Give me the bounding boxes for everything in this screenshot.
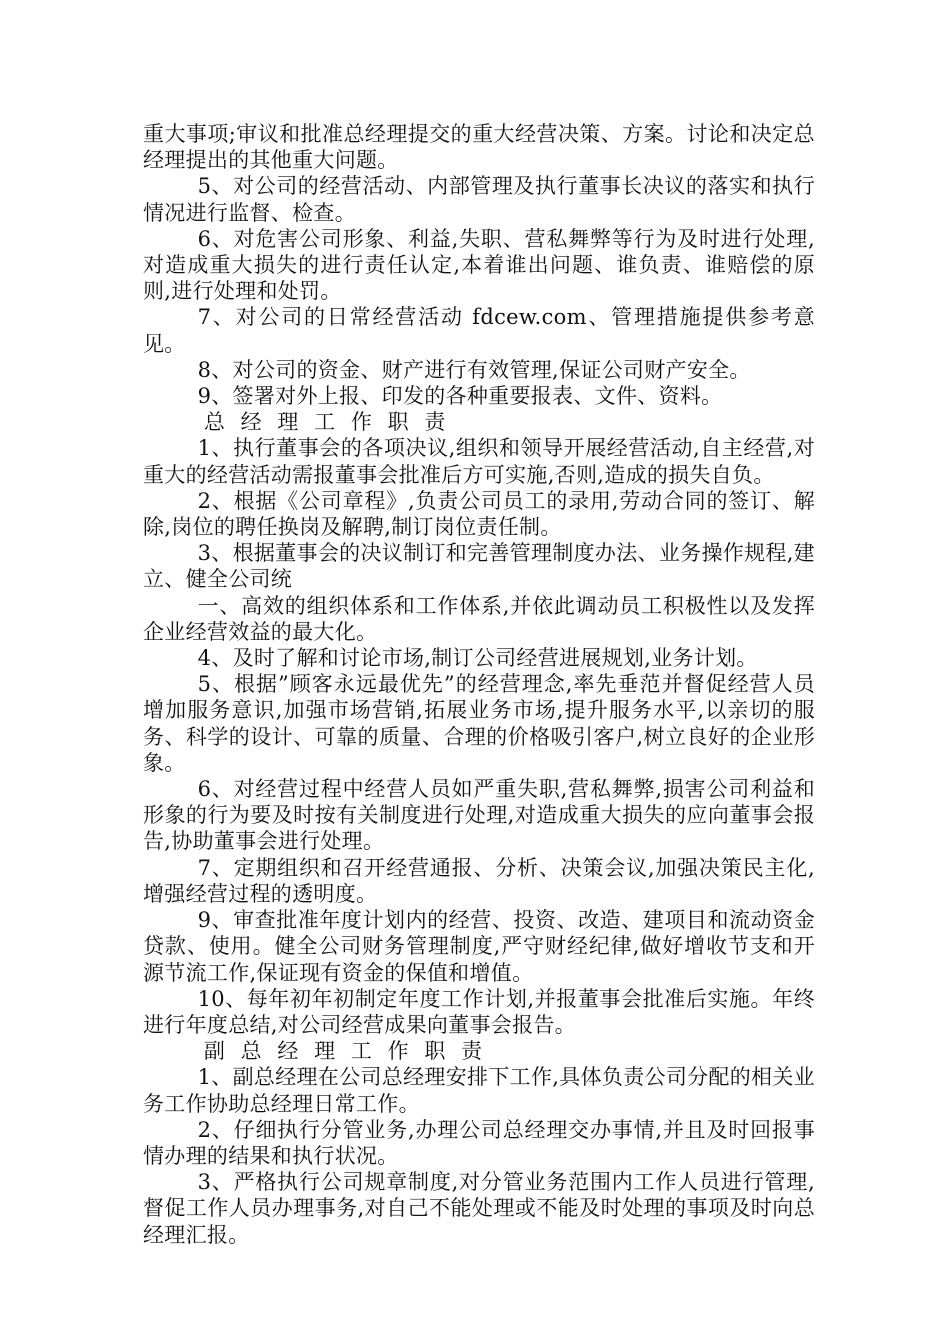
paragraph-gm-item-3-cont: 一、高效的组织体系和工作体系,并依此调动员工积极性以及发挥企业经营效益的最大化。 [143, 593, 815, 644]
paragraph-gm-item-5: 5、根据”顾客永远最优先”的经营理念,率先垂范并督促经营人员增加服务意识,加强市场营销,拓展业务市场,提升服务水平,以亲切的服务、科学的设计、可靠的质量、合理的价格吸引客户,树立良好的企业形象。 [143, 672, 815, 775]
paragraph-gm-item-4: 4、及时了解和讨论市场,制订公司经营进展规划,业务计划。 [197, 646, 758, 671]
paragraph-gm-item-3: 3、根据董事会的决议制订和完善管理制度办法、业务操作规程,建立、健全公司统 [143, 541, 815, 592]
paragraph-gm-item-6: 6、对经营过程中经营人员如严重失职,营私舞弊,损害公司利益和形象的行为要及时按有关制度进行处理,对造成重大损失的应向董事会报告,协助董事会进行处理。 [143, 777, 815, 854]
paragraph-dgm-item-2: 2、仔细执行分管业务,办理公司总经理交办事情,并且及时回报事情办理的结果和执行状况。 [143, 1117, 815, 1168]
paragraph-gm-item-1: 1、执行董事会的各项决议,组织和领导开展经营活动,自主经营,对重大的经营活动需报董事会批准后方可实施,否则,造成的损失自负。 [143, 436, 815, 487]
section-heading-general-manager: 总经理工作职责 [203, 410, 462, 435]
paragraph-item-8: 8、对公司的资金、财产进行有效管理,保证公司财产安全。 [197, 357, 751, 382]
paragraph-item-7: 7、对公司的日常经营活动 fdcew.com、管理措施提供参考意见。 [143, 305, 815, 356]
paragraph-item-9: 9、签署对外上报、印发的各种重要报表、文件、资料。 [197, 384, 723, 409]
paragraph-gm-item-2: 2、根据《公司章程》,负责公司员工的录用,劳动合同的签订、解除,岗位的聘任换岗及解聘,制订岗位责任制。 [143, 488, 815, 540]
paragraph-dgm-item-1: 1、副总经理在公司总经理安排下工作,具体负责公司分配的相关业务工作协助总经理日常工作。 [143, 1065, 815, 1116]
paragraph-item-6: 6、对危害公司形象、利益,失职、营私舞弊等行为及时进行处理,对造成重大损失的进行责任认定,本着谁出问题、谁负责、谁赔偿的原则,进行处理和处罚。 [143, 226, 815, 304]
document-body [143, 121, 815, 1248]
paragraph-gm-item-7: 7、定期组织和召开经营通报、分析、决策会议,加强决策民主化,增强经营过程的透明度。 [143, 855, 815, 906]
paragraph-gm-item-10: 10、每年初年初制定年度工作计划,并报董事会批准后实施。年终进行年度总结,对公司经营成果向董事会报告。 [143, 986, 815, 1037]
section-heading-deputy-general-manager: 副总经理工作职责 [203, 1039, 498, 1064]
paragraph-gm-item-9: 9、审查批准年度计划内的经营、投资、改造、建项目和流动资金贷款、使用。健全公司财务管理制度,严守财经纪律,做好增收节支和开源节流工作,保证现有资金的保值和增值。 [143, 908, 815, 985]
paragraph-continuation: 重大事项;审议和批准总经理提交的重大经营决策、方案。讨论和决定总经理提出的其他重大问题。 [143, 122, 815, 173]
paragraph-item-5: 5、对公司的经营活动、内部管理及执行董事长决议的落实和执行情况进行监督、检查。 [143, 174, 815, 225]
paragraph-dgm-item-3: 3、严格执行公司规章制度,对分管业务范围内工作人员进行管理,督促工作人员办理事务,对自己不能处理或不能及时处理的事项及时向总经理汇报。 [143, 1170, 815, 1247]
